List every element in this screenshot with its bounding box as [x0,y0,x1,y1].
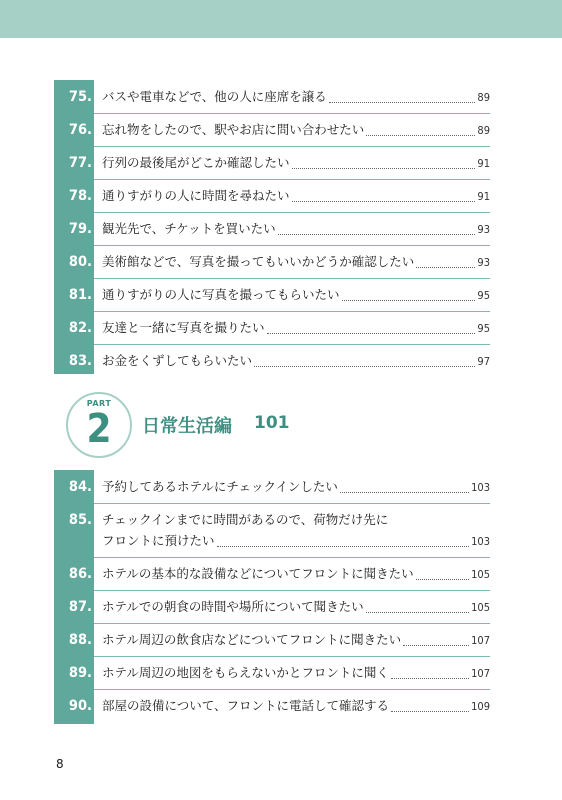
leader-dots [342,299,476,301]
divider [94,503,490,504]
leader-dots [340,491,469,493]
entry-page: 107 [471,667,490,680]
part-header [66,392,426,460]
divider [94,344,490,345]
leader-dots [416,266,475,268]
entry-title: 通りすがりの人に写真を撮ってもらいたい [102,287,340,302]
entry-title: ホテル周辺の飲食店などについてフロントに聞きたい [102,632,402,647]
leader-dots [366,611,469,613]
leader-dots [403,644,469,646]
page-number: 8 [56,757,64,771]
entry-title: お金をくずしてもらいたい [102,353,253,368]
entry-number: 85. [68,512,92,528]
entry-page: 103 [471,481,490,494]
leader-dots [416,578,469,580]
entry-number: 75. [68,89,92,105]
leader-dots [267,332,476,334]
entry-number: 89. [68,665,92,681]
entry-page: 95 [477,322,490,335]
part-label: PART [86,399,112,408]
divider [94,113,490,114]
entry-page: 109 [471,700,490,713]
entry-number: 90. [68,698,92,714]
entry-page: 97 [477,355,490,368]
top-color-band [0,0,562,38]
entry-page: 105 [471,568,490,581]
entry-number: 84. [68,479,92,495]
entry-number: 81. [68,287,92,303]
entry-title: 観光先で、チケットを買いたい [102,221,276,236]
entry-number: 78. [68,188,92,204]
leader-dots [217,545,470,547]
leader-dots [366,134,475,136]
entry-title: 行列の最後尾がどこか確認したい [102,155,290,170]
entry-page: 91 [477,190,490,203]
leader-dots [329,101,476,103]
entry-title: 美術館などで、写真を撮ってもいいかどうか確認したい [102,254,415,269]
entry-page: 89 [477,124,490,137]
divider [94,245,490,246]
entry-page: 95 [477,289,490,302]
divider [94,212,490,213]
entry-page: 103 [471,535,490,548]
entry-title: バスや電車などで、他の人に座席を譲る [102,89,327,104]
entry-title: 忘れ物をしたので、駅やお店に問い合わせたい [102,122,365,137]
entry-page: 93 [477,223,490,236]
entry-page: 105 [471,601,490,614]
entry-page: 107 [471,634,490,647]
divider [94,557,490,558]
part-title: 日常生活編 [142,416,232,437]
entry-number: 88. [68,632,92,648]
toc-section-1 [54,80,490,374]
entry-page: 91 [477,157,490,170]
entry-number: 83. [68,353,92,369]
leader-dots [278,233,476,235]
divider [94,278,490,279]
entry-title: 友達と一緒に写真を撮りたい [102,320,265,335]
divider [94,623,490,624]
divider [94,179,490,180]
leader-dots [292,200,476,202]
entry-title: ホテルでの朝食の時間や場所について聞きたい [102,599,364,614]
entry-number: 79. [68,221,92,237]
divider [94,656,490,657]
entry-title-line1: チェックインまでに時間があるので、荷物だけ先に [102,512,389,527]
entry-title: 予約してあるホテルにチェックインしたい [102,479,338,494]
part-page: 101 [254,413,290,433]
entry-title: 部屋の設備について、フロントに電話して確認する [102,698,390,713]
entry-number: 80. [68,254,92,270]
divider [94,311,490,312]
entry-number: 82. [68,320,92,336]
entry-title: 通りすがりの人に時間を尋ねたい [102,188,290,203]
divider [94,146,490,147]
leader-dots [391,677,469,679]
leader-dots [254,365,475,367]
part-number: 2 [86,406,112,452]
entry-page: 89 [477,91,490,104]
entry-title: フロントに預けたい [102,533,215,548]
divider [94,590,490,591]
entry-number: 87. [68,599,92,615]
entry-number: 86. [68,566,92,582]
leader-dots [292,167,476,169]
entry-title: ホテルの基本的な設備などについてフロントに聞きたい [102,566,414,581]
divider [94,689,490,690]
toc-section-2 [54,470,490,724]
leader-dots [391,710,469,712]
entry-number: 76. [68,122,92,138]
entry-title: ホテル周辺の地図をもらえないかとフロントに聞く [102,665,389,680]
entry-number: 77. [68,155,92,171]
entry-page: 93 [477,256,490,269]
